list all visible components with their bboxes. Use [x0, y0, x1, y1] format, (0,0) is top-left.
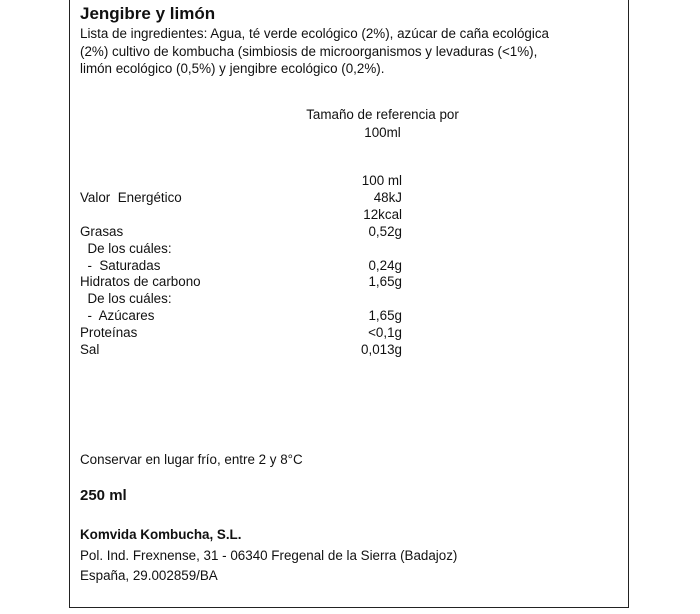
- ingredients-line: limón ecológico (0,5%) y jengibre ecológico (0,2%).: [80, 61, 385, 76]
- ingredients-line: Lista de ingredientes: Agua, té verde ecológico (2%), azúcar de caña ecológica: [80, 26, 549, 41]
- nutrition-row-label: Proteínas: [80, 325, 138, 340]
- nutrition-column-header: 100 ml: [361, 173, 402, 188]
- nutrition-row-value: [282, 240, 402, 257]
- address-line: España, 29.002859/BA: [80, 568, 218, 583]
- company-address: [80, 546, 457, 586]
- nutrition-row-label: - Azúcares: [80, 308, 155, 323]
- nutrition-row-value: 0,24g: [368, 258, 402, 273]
- nutrition-row-label: Valor Energético: [80, 190, 182, 205]
- nutrition-row-value: 1,65g: [368, 274, 402, 289]
- nutrition-row-value: 0,013g: [361, 342, 402, 357]
- product-title: Jengibre y limón: [80, 4, 216, 23]
- nutrition-row-value: 48kJ: [373, 190, 402, 205]
- nutrition-row-label: De los cuáles:: [80, 241, 172, 256]
- nutrition-row-label: Sal: [80, 342, 100, 357]
- nutrition-row-value: [282, 290, 402, 307]
- ingredients-line: (2%) cultivo de kombucha (simbiosis de microorganismos y levaduras (<1%),: [80, 43, 538, 59]
- net-volume: 250 ml: [80, 487, 127, 504]
- nutrition-row-value: 1,65g: [368, 308, 402, 323]
- nutrition-row-label: De los cuáles:: [80, 291, 172, 306]
- address-line: Pol. Ind. Frexnense, 31 - 06340 Fregenal de la Sierra (Badajoz): [80, 548, 458, 563]
- storage-instructions: Conservar en lugar frío, entre 2 y 8°C: [80, 452, 303, 467]
- nutrition-row-label: - Saturadas: [80, 258, 161, 273]
- reference-size: [290, 106, 475, 141]
- ingredients-list: [80, 25, 600, 78]
- company-name: Komvida Kombucha, S.L.: [80, 527, 242, 542]
- reference-line: Tamaño de referencia por: [306, 107, 459, 122]
- nutrition-row-value: <0,1g: [368, 325, 402, 340]
- nutrition-row-value: 0,52g: [368, 224, 402, 239]
- nutrition-row-value: 12kcal: [363, 207, 402, 222]
- nutrition-row-label: Hidratos de carbono: [80, 274, 201, 289]
- reference-line: 100ml: [364, 124, 401, 140]
- nutrition-row-label: Grasas: [80, 224, 124, 239]
